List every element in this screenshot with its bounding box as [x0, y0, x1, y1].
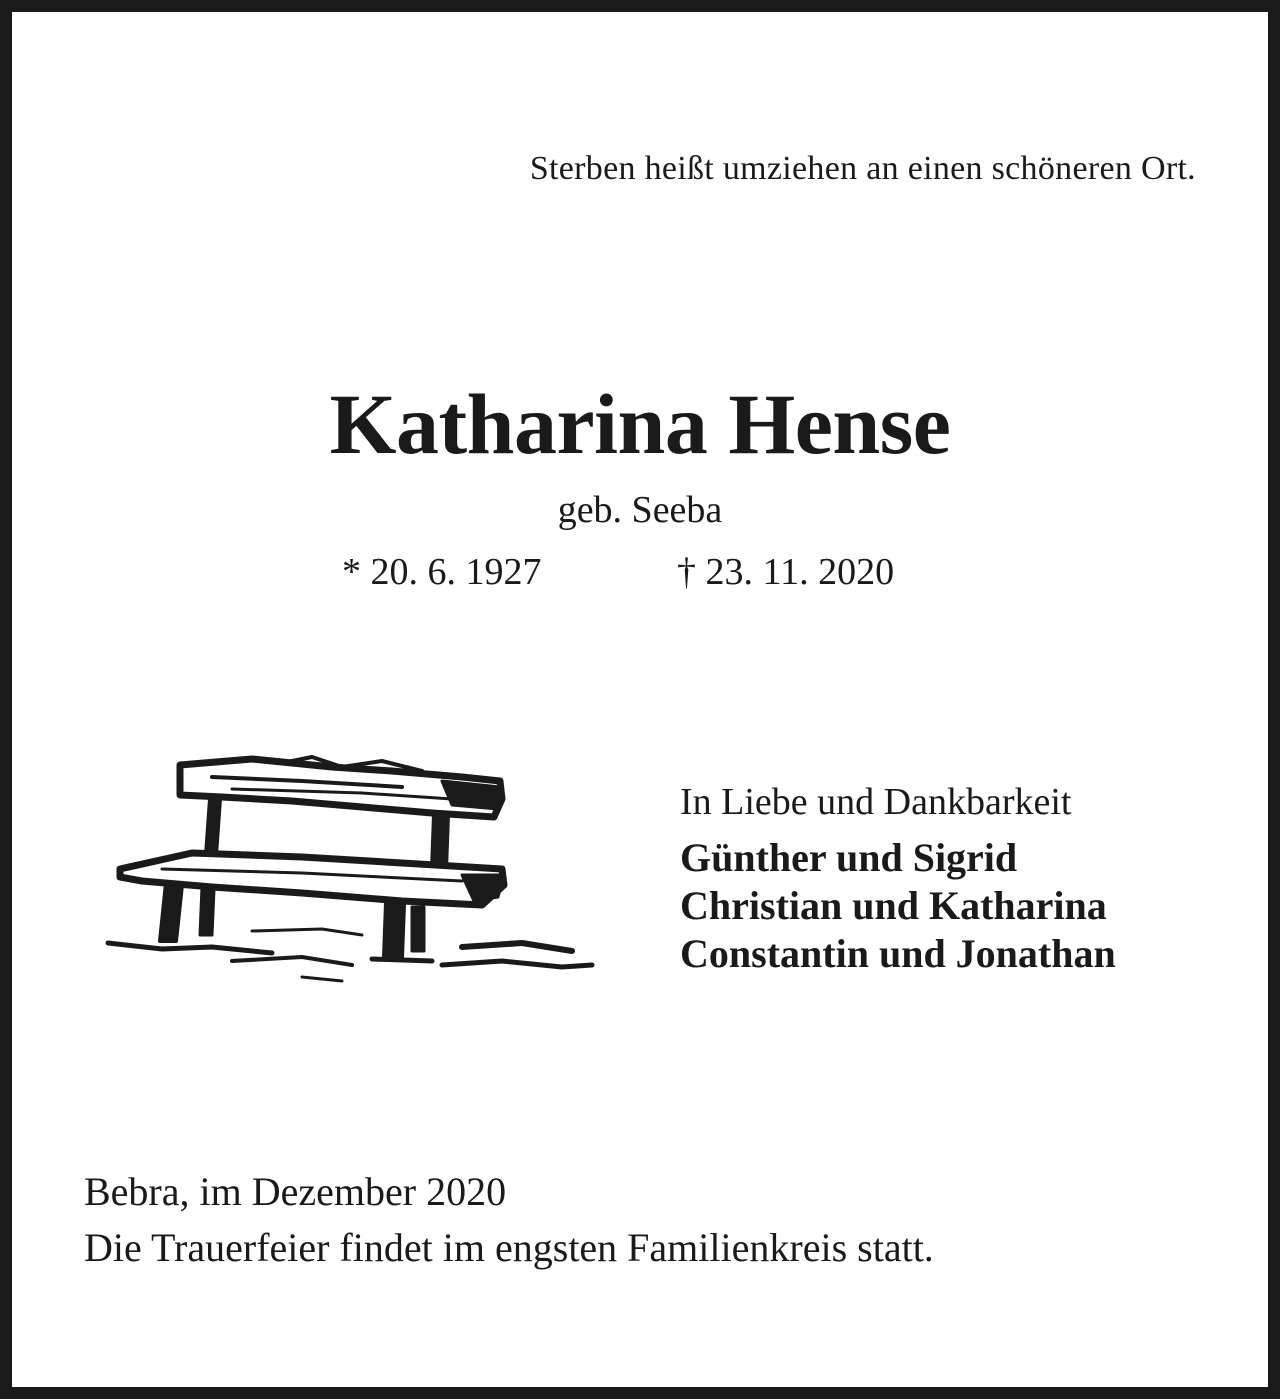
family-intro: In Liebe und Dankbarkeit	[680, 781, 1072, 823]
footer	[84, 1164, 934, 1276]
family-member: Constantin und Jonathan	[680, 931, 1116, 976]
death-date: † 23. 11. 2020	[677, 551, 895, 593]
family-member: Günther und Sigrid	[680, 835, 1018, 880]
family-member: Christian und Katharina	[680, 883, 1107, 928]
maiden-name: geb. Seeba	[557, 489, 723, 531]
ceremony-note: Die Trauerfeier findet im engsten Familienkreis statt.	[84, 1225, 934, 1270]
place-and-date: Bebra, im Dezember 2020	[84, 1169, 507, 1214]
motto-quote: Sterben heißt umziehen an einen schöneren Ort.	[529, 150, 1196, 187]
deceased-name: Katharina Hense	[329, 376, 951, 472]
bench-icon	[102, 747, 602, 1007]
family-signatures	[680, 780, 1240, 978]
birth-date: * 20. 6. 1927	[342, 551, 542, 593]
